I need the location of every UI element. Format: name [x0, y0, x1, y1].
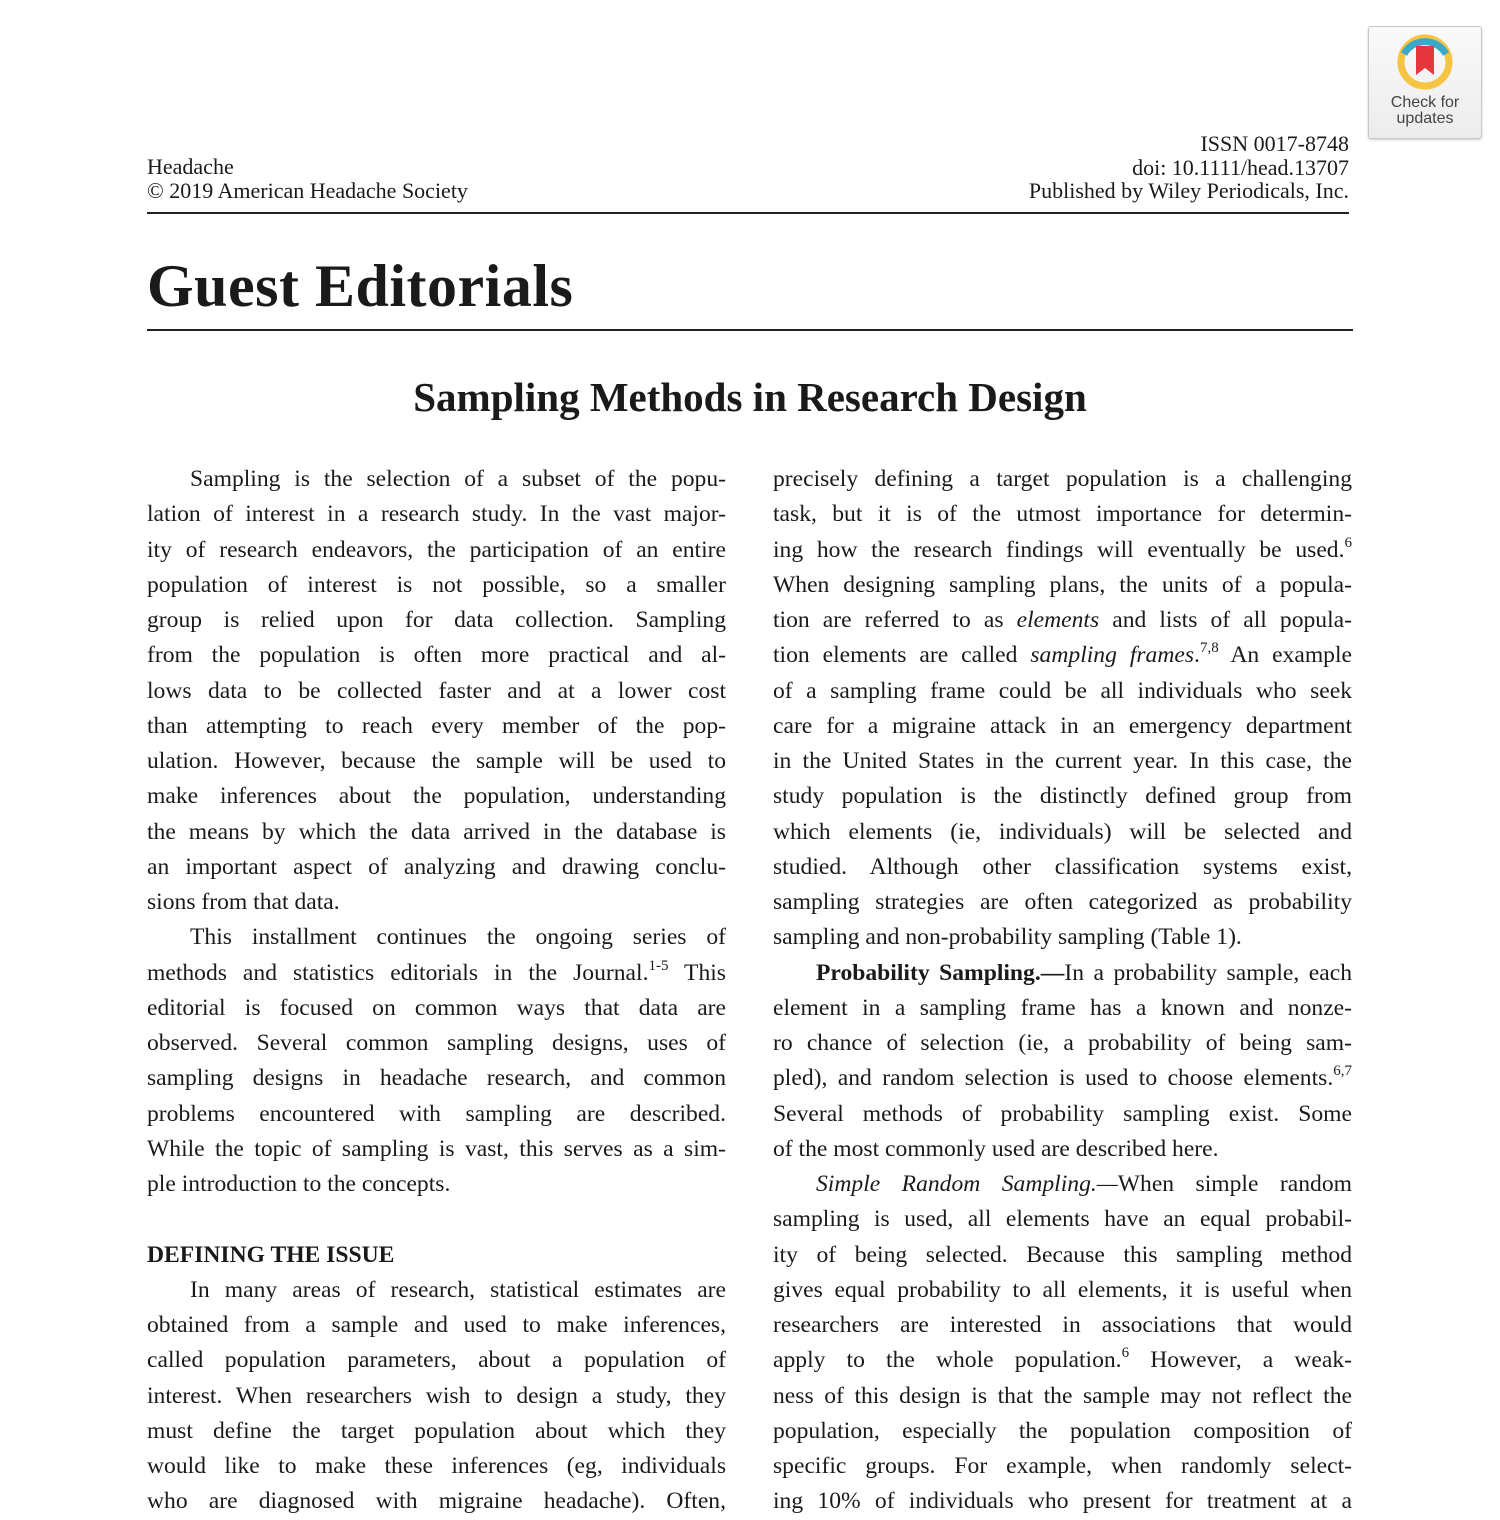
text-line: of a sampling frame could be all individuals who seek [773, 677, 1352, 704]
text-line: lation of interest in a research study. In the vast major- [147, 501, 726, 528]
text-line: who are diagnosed with migraine headache). Often, [147, 1488, 726, 1515]
text-line [773, 1167, 1352, 1202]
header-divider [147, 212, 1349, 214]
text-line: would like to make these inferences (eg, individuals [147, 1453, 726, 1479]
crossmark-icon [1395, 32, 1455, 92]
badge-label: Check for updates [1390, 94, 1460, 127]
text-segment: This [668, 959, 726, 986]
publisher: Published by Wiley Periodicals, Inc. [1028, 178, 1349, 203]
text-line: sampling designs in headache research, and common [147, 1065, 726, 1092]
text-segment: An example [1218, 642, 1352, 669]
text-line: ro chance of selection (ie, a probability of being sam- [773, 1030, 1352, 1056]
italic-term: Simple Random Sampling.— [816, 1171, 1118, 1197]
text-line: researchers are interested in associations that would [773, 1312, 1352, 1338]
text-line: ity of being selected. Because this sampling method [773, 1241, 1352, 1268]
text-line: observed. Several common sampling designs, uses of [147, 1030, 726, 1056]
text-line: sampling and non-probability sampling (Table 1). [773, 924, 1242, 951]
text-line: precisely defining a target population is a challenging [773, 466, 1352, 492]
text-line: sampling strategies are often categorized as probability [773, 889, 1352, 915]
text-line: lows data to be collected faster and at a lower cost [147, 677, 726, 704]
text-line: than attempting to reach every member of the pop- [147, 712, 726, 739]
text-line: called population parameters, about a population of [147, 1347, 726, 1374]
text-line: While the topic of sampling is vast, this serves as a sim- [147, 1135, 726, 1162]
text-segment: In a probability sample, each [1064, 959, 1352, 986]
text-line [773, 638, 1352, 673]
check-for-updates-badge[interactable] [1368, 26, 1482, 139]
text-line: Several methods of probability sampling exist. Some [773, 1100, 1352, 1127]
text-line: care for a migraine attack in an emergency department [773, 712, 1352, 739]
article-title: Sampling Methods in Research Design [413, 374, 1087, 420]
text-segment: . [1194, 642, 1200, 669]
text-line: editorial is focused on common ways that data are [147, 994, 726, 1021]
text-line: studied. Although other classification systems exist, [773, 853, 1352, 880]
text-line: make inferences about the population, understanding [147, 783, 726, 810]
text-segment: When simple random [1117, 1171, 1352, 1197]
text-line: must define the target population about which they [147, 1417, 726, 1444]
text-line: This installment continues the ongoing series of [190, 924, 726, 951]
text-line: sampling is used, all elements have an equal probabil- [773, 1206, 1352, 1233]
text-segment: However, a weak- [1129, 1347, 1352, 1374]
text-line: from the population is often more practical and al- [147, 642, 726, 669]
text-line [773, 603, 1352, 638]
citation-superscript: 6,7 [1333, 1063, 1352, 1080]
text-line: obtained from a sample and used to make inferences, [147, 1312, 726, 1338]
text-line: population of interest is not possible, so a smaller [147, 571, 726, 598]
journal-name: Headache [147, 154, 234, 179]
text-line [773, 1061, 1352, 1096]
text-line: task, but it is of the utmost importance for determin- [773, 501, 1352, 528]
text-line: ness of this design is that the sample may not reflect the [773, 1382, 1352, 1409]
copyright: © 2019 American Headache Society [147, 177, 468, 203]
text-line: interest. When researchers wish to design a study, they [147, 1382, 726, 1409]
text-line: population, especially the population composition of [773, 1417, 1352, 1444]
text-line: ple introduction to the concepts. [147, 1171, 451, 1197]
title-divider [147, 329, 1353, 331]
text-line: an important aspect of analyzing and drawing conclu- [147, 853, 726, 880]
section-heading: DEFINING THE ISSUE [147, 1241, 395, 1268]
doi[interactable]: doi: 10.1111/head.13707 [1132, 154, 1349, 180]
text-line: When designing sampling plans, the units of a popula- [773, 571, 1352, 598]
text-segment: tion are referred to as [773, 607, 1017, 633]
text-line [773, 533, 1352, 568]
section-title: Guest Editorials [147, 253, 574, 319]
text-line: the means by which the data arrived in the database is [147, 818, 726, 845]
citation-superscript: 1-5 [648, 957, 669, 974]
text-line: problems encountered with sampling are described. [147, 1100, 726, 1127]
text-line: ity of research endeavors, the participation of an entire [147, 536, 726, 563]
text-line: sions from that data. [147, 889, 340, 915]
text-line: element in a sampling frame has a known and nonze- [773, 994, 1352, 1021]
text-line: of the most commonly used are described here. [773, 1135, 1219, 1162]
left-column [147, 462, 726, 1520]
text-segment: ing how the research findings will eventually be used. [773, 536, 1345, 563]
text-line [773, 1343, 1352, 1378]
citation-superscript: 7,8 [1199, 640, 1219, 657]
issn: ISSN 0017-8748 [1200, 131, 1349, 156]
italic-term: elements [1016, 607, 1100, 633]
text-line: specific groups. For example, when randomly select- [773, 1453, 1352, 1479]
text-segment: and lists of all popula- [1099, 607, 1352, 633]
text-line: which elements (ie, individuals) will be selected and [773, 818, 1352, 845]
text-line: study population is the distinctly defined group from [773, 783, 1352, 810]
running-header-left [147, 155, 468, 202]
running-header-right [1029, 132, 1349, 203]
text-line [147, 956, 726, 991]
text-line: ulation. However, because the sample will be used to [147, 748, 726, 774]
text-line [773, 956, 1352, 991]
right-column [773, 462, 1352, 1520]
citation-superscript: 6 [1121, 1345, 1130, 1362]
text-segment: methods and statistics editorials in the Journal. [147, 959, 649, 986]
text-line: In many areas of research, statistical estimates are [190, 1276, 726, 1303]
citation-superscript: 6 [1344, 534, 1352, 551]
text-line: group is relied upon for data collection. Sampling [147, 607, 726, 633]
text-line: in the United States in the current year. In this case, the [773, 748, 1352, 774]
text-line: ing 10% of individuals who present for treatment at a [773, 1488, 1352, 1515]
text-segment: apply to the whole population. [773, 1347, 1122, 1374]
italic-term: sampling frames [1030, 642, 1195, 669]
text-segment: pled), and random selection is used to choose elements. [773, 1065, 1334, 1092]
run-in-heading: Probability Sampling.— [816, 959, 1065, 986]
text-line: gives equal probability to all elements, it is useful when [773, 1276, 1352, 1303]
text-segment: tion elements are called [773, 642, 1031, 669]
text-line: Sampling is the selection of a subset of the popu- [190, 466, 726, 492]
